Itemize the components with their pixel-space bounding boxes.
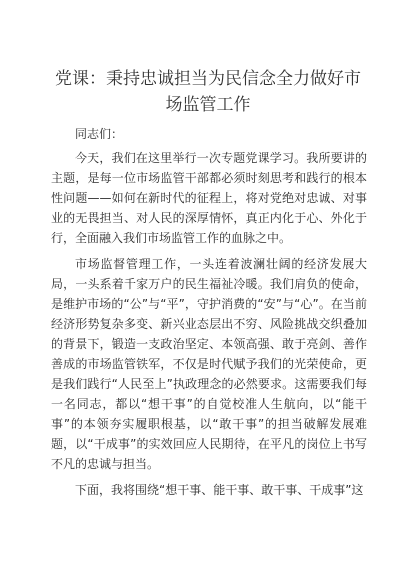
paragraph-1: 今天，我们在这里举行一次专题党课学习。我所要讲的主题，是每一位市场监管干部都必须时刻思考和践行的根本性问题——如何在新时代的征程上，将对党绝对忠诚、对事业的无畏担当、对人民的深厚情怀，真正内化于心、外化于行，全面融入我们市场监管工作的血脉之中。 (51, 151, 367, 245)
document-title: 党课：秉持忠诚担当为民信念全力做好市场监管工作 (55, 69, 361, 115)
salutation: 同志们： (75, 127, 124, 141)
paragraph-3: 下面，我将围绕“想干事、能干事、敢干事、干成事”这 (75, 483, 364, 497)
paragraph-2: 市场监督管理工作，一头连着波澜壮阔的经济发展大局，一头系着千家万户的民生福祉冷暖。我们肩负的使命，是维护市场的“公”与“平”，守护消费的“安”与“心”。在当前经济形势复杂多变、新兴业态层出不穷、风险挑战交织叠加的背景下，锻造一支政治坚定、本领高强、敢于亮剑、善作善成的市场监管铁军，不仅是时代赋予我们的光荣使命，更是我们践行“人民至上”执政理念的必然要求。这需要我们每一名同志，都以“想干事”的自觉校准人生航向，以“能干事”的本领夯实履职根基，以“敢干事”的担当破解发展难题，以“干成事”的实效回应人民期待，在平凡的岗位上书写不凡的忠诚与担当。 (51, 257, 367, 471)
document-body (51, 124, 367, 506)
